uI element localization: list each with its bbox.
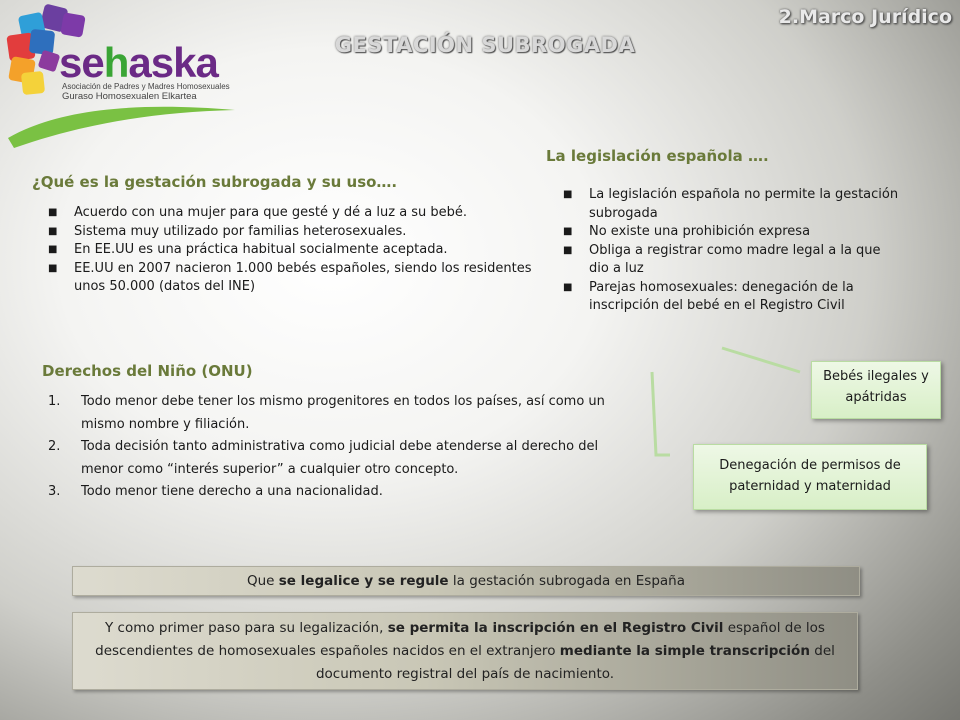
banner-legalice: Que se legalice y se regule la gestación subrogada en España [72, 566, 860, 596]
list-que-es [48, 204, 538, 297]
list-item: ■ En EE.UU es una práctica habitual socialmente aceptada. [48, 241, 538, 260]
callout-denegacion: Denegación de permisos de paternidad y maternidad [693, 444, 927, 510]
square-bullet-icon: ■ [563, 244, 573, 256]
square-bullet-icon: ■ [48, 207, 58, 218]
green-swoosh-icon [8, 107, 235, 148]
logo-brand: sehaska [59, 39, 218, 86]
list-item: 2. Toda decisión tanto administrativa como judicial debe atenderse al derecho del menor como “interés superior” a cualquier otro concepto. [48, 439, 599, 477]
callout-bebes: Bebés ilegales y apátridas [811, 361, 941, 419]
list-item: ■ Acuerdo con una mujer para que gesté y dé a luz a su bebé. [48, 204, 538, 223]
square-bullet-icon: ■ [48, 225, 58, 237]
list-item: ■ Sistema muy utilizado por familias heterosexuales. [48, 223, 538, 242]
square-bullet-icon: ■ [563, 226, 573, 237]
list-item: 1. Todo menor debe tener los mismo progenitores en todos los países, así como un mismo nombre y filiación. [48, 394, 605, 432]
heading-que-es: ¿Qué es la gestación subrogada y su uso…. [32, 173, 398, 191]
square-bullet-icon: ■ [563, 189, 573, 200]
section-title: 2.Marco Jurídico [778, 6, 952, 28]
list-legislacion [563, 186, 903, 316]
logo-subtitle-es: Asociación de Padres y Madres Homosexuales [62, 82, 230, 91]
list-item: ■ No existe una prohibición expresa [563, 223, 903, 242]
list-derechos [48, 391, 608, 504]
heading-derechos: Derechos del Niño (ONU) [42, 362, 253, 380]
banner-inscripcion: Y como primer paso para su legalización, se permita la inscripción en el Registro Civil español de los descendientes de homosexuales españoles nacidos en el extranjero mediante la simple transcripción del documento registral del país de nacimiento. [72, 612, 858, 690]
list-item: ■ EE.UU en 2007 nacieron 1.000 bebés españoles, siendo los residentes unos 50.000 (datos del INE) [48, 260, 532, 294]
list-item: ■ Parejas homosexuales: denegación de la inscripción del bebé en el Registro Civil [563, 279, 854, 313]
list-item: ■ Obliga a registrar como madre legal a la que dio a luz [563, 242, 881, 276]
square-bullet-icon: ■ [563, 281, 573, 293]
list-item: 3. Todo menor tiene derecho a una nacionalidad. [48, 484, 383, 499]
page-title: GESTACIÓN SUBROGADA [334, 33, 636, 57]
list-item: ■ La legislación española no permite la gestación subrogada [563, 187, 899, 221]
square-bullet-icon: ■ [48, 244, 58, 255]
logo-subtitle-eu: Guraso Homosexualen Elkartea [62, 91, 197, 102]
square-bullet-icon: ■ [48, 262, 58, 274]
heading-legislacion: La legislación española …. [546, 147, 769, 165]
